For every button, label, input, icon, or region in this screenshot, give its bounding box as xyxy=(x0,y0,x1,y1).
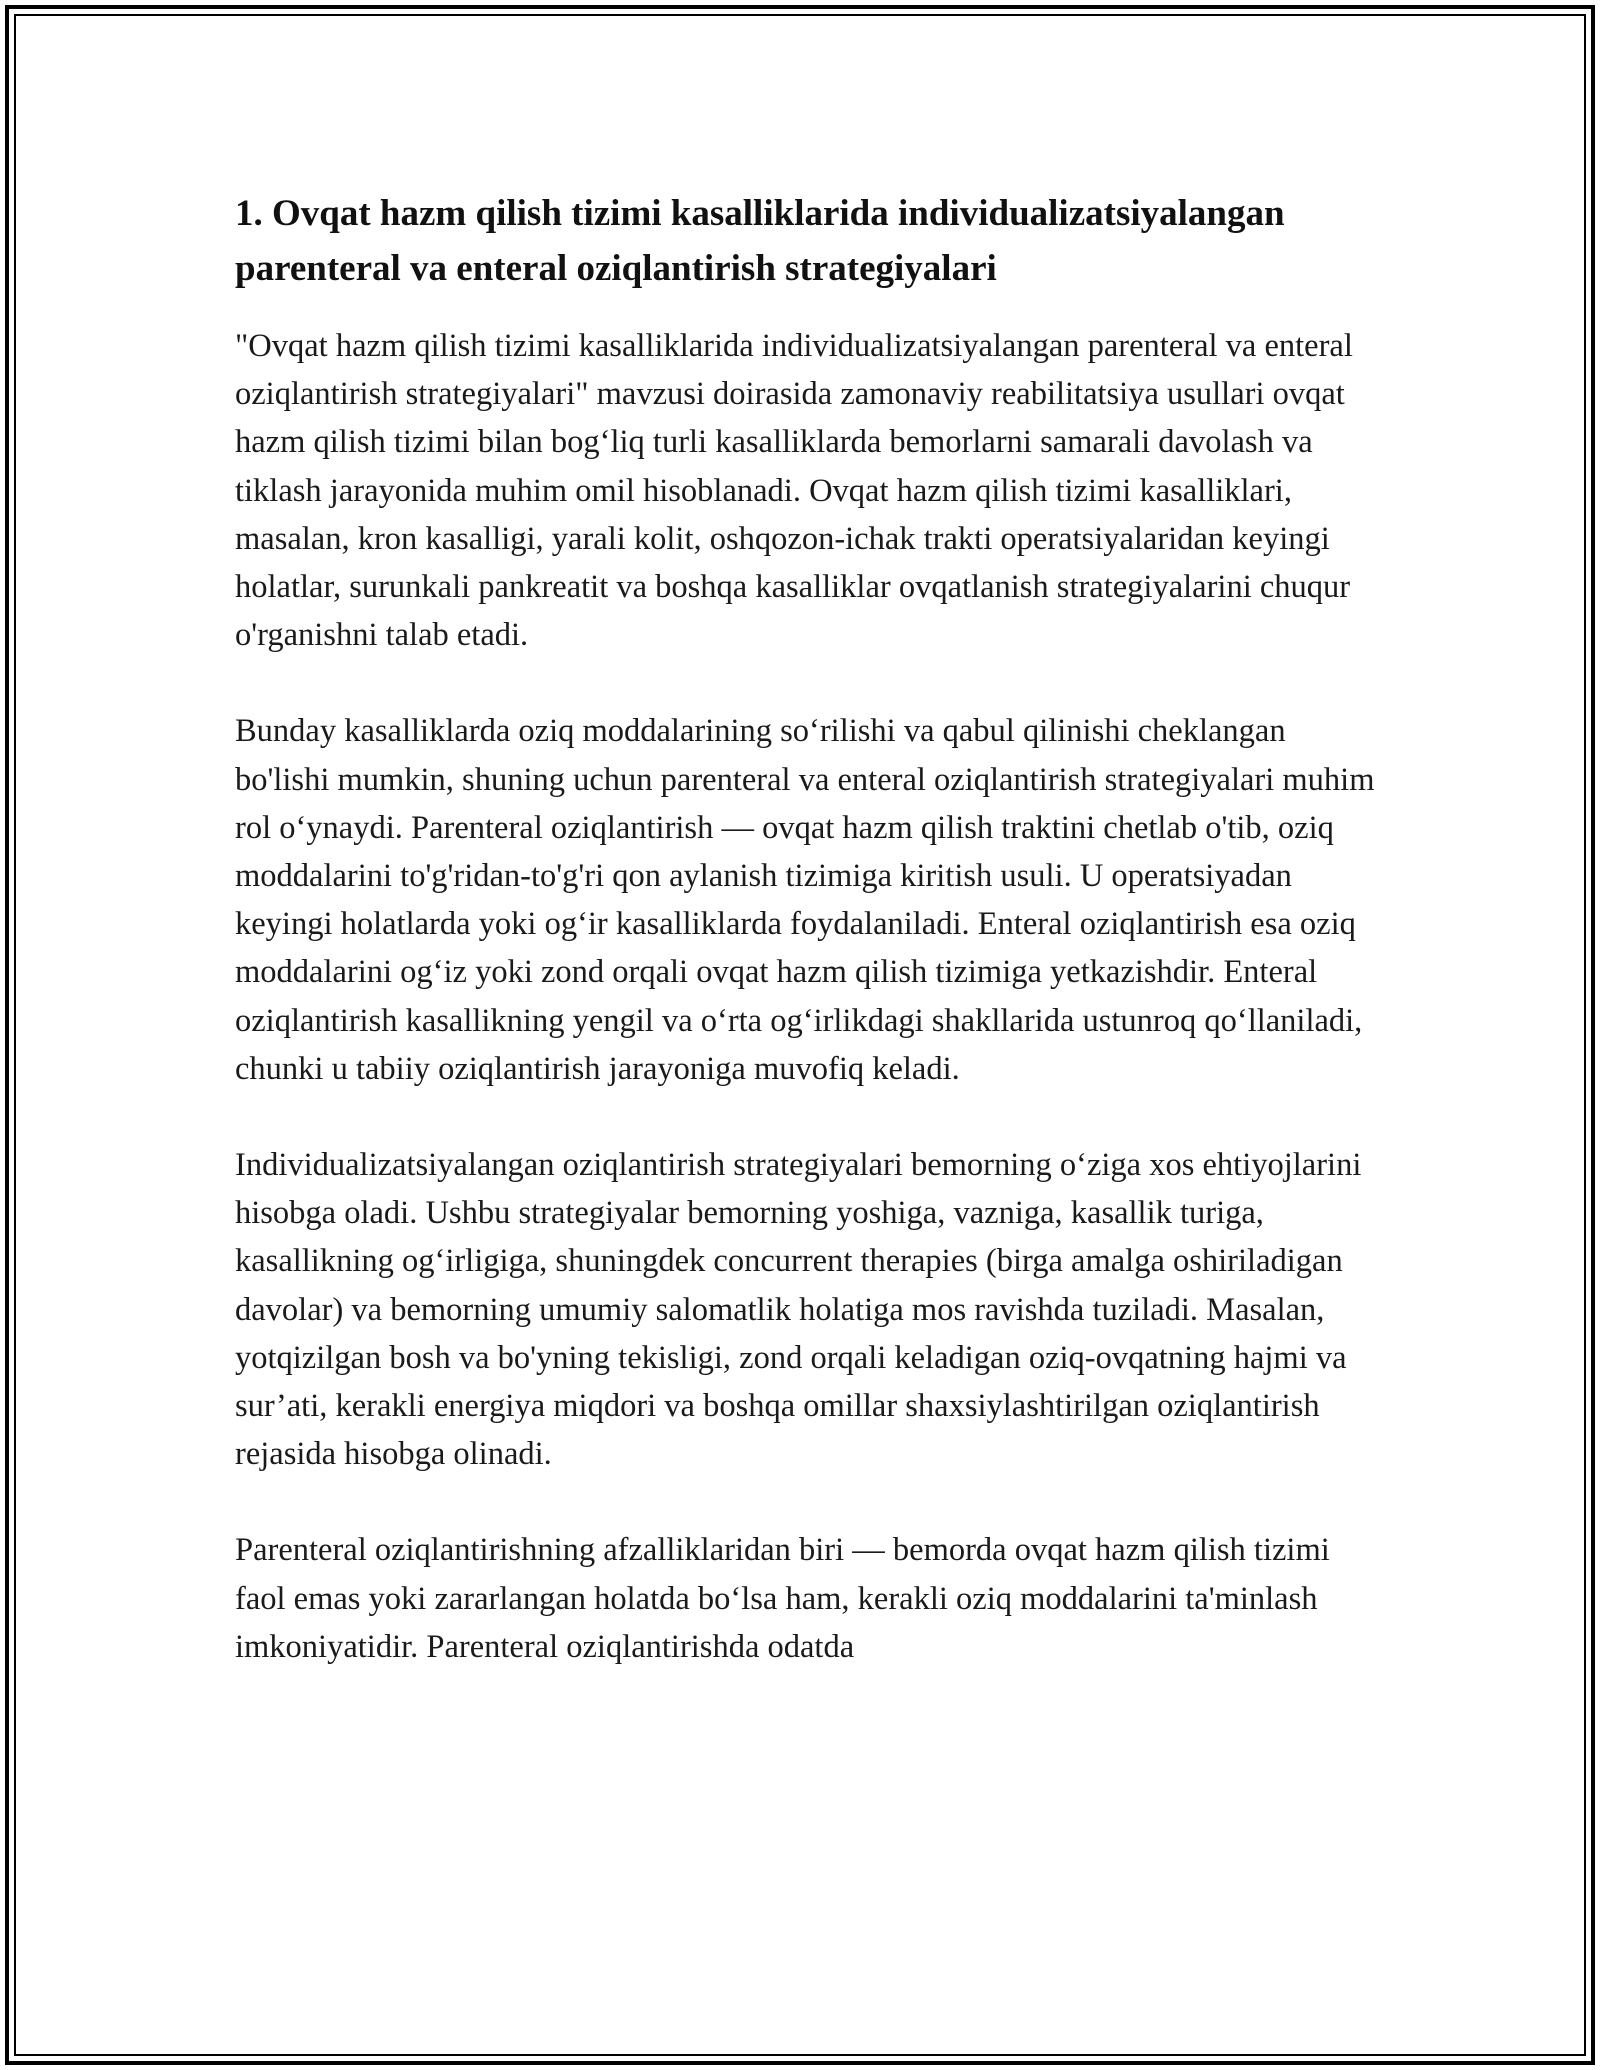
paragraph-2: Bunday kasalliklarda oziq moddalarining so‘rilishi va qabul qilinishi cheklangan bo'lishi mumkin, shuning uchun parenteral va enteral oziqlantirish strategiyalari muhim rol o‘ynaydi. Parenteral oziqlantirish — ovqat hazm qilish traktini chetlab o'tib, oziq moddalarini to'g'ridan-to'g'ri qon aylanish tizimiga kiritish usuli. U operatsiyadan keyingi holatlarda yoki og‘ir kasalliklarda foydalaniladi. Enteral oziqlantirish esa oziq moddalarini og‘iz yoki zond orqali ovqat hazm qilish tizimiga yetkazishdir. Enteral oziqlantirish kasallikning yengil va o‘rta og‘irlikdagi shakllarida ustunroq qo‘llaniladi, chunki u tabiiy oziqlantirish jarayoniga muvofiq keladi. xyxy=(235,713,1375,1087)
document-body xyxy=(235,186,1375,1719)
paragraph-3: Individualizatsiyalangan oziqlantirish strategiyalari bemorning o‘ziga xos ehtiyojlarini hisobga oladi. Ushbu strategiyalar bemorning yoshiga, vazniga, kasallik turiga, kasallikning og‘irligiga, shuningdek concurrent therapies (birga amalga oshiriladigan davolar) va bemorning umumiy salomatlik holatiga mos ravishda tuziladi. Masalan, yotqizilgan bosh va bo'yning tekisligi, zond orqali keladigan oziq-ovqatning hajmi va sur’ati, kerakli energiya miqdori va boshqa omillar shaxsiylashtirilgan oziqlantirish rejasida hisobga olinadi. xyxy=(235,1147,1362,1473)
document-title: 1. Ovqat hazm qilish tizimi kasalliklarida individualizatsiyalangan parenteral va enteral oziqlantirish strategiyalari xyxy=(235,193,1285,289)
paragraph-4: Parenteral oziqlantirishning afzalliklaridan biri — bemorda ovqat hazm qilish tizimi faol emas yoki zararlangan holatda bo‘lsa ham, kerakli oziq moddalarini ta'minlash imkoniyatidir. Parenteral oziqlantirishda odatda xyxy=(235,1532,1330,1665)
paragraph-1: "Ovqat hazm qilish tizimi kasalliklarida individualizatsiyalangan parenteral va enteral oziqlantirish strategiyalari" mavzusi doirasida zamonaviy reabilitatsiya usullari ovqat hazm qilish tizimi bilan bog‘liq turli kasalliklarda bemorlarni samarali davolash va tiklash jarayonida muhim omil hisoblanadi. Ovqat hazm qilish tizimi kasalliklari, masalan, kron kasalligi, yarali kolit, oshqozon-ichak trakti operatsiyalaridan keyingi holatlar, surunkali pankreatit va boshqa kasalliklar ovqatlanish strategiyalarini chuqur o'rganishni talab etadi. xyxy=(235,328,1353,654)
